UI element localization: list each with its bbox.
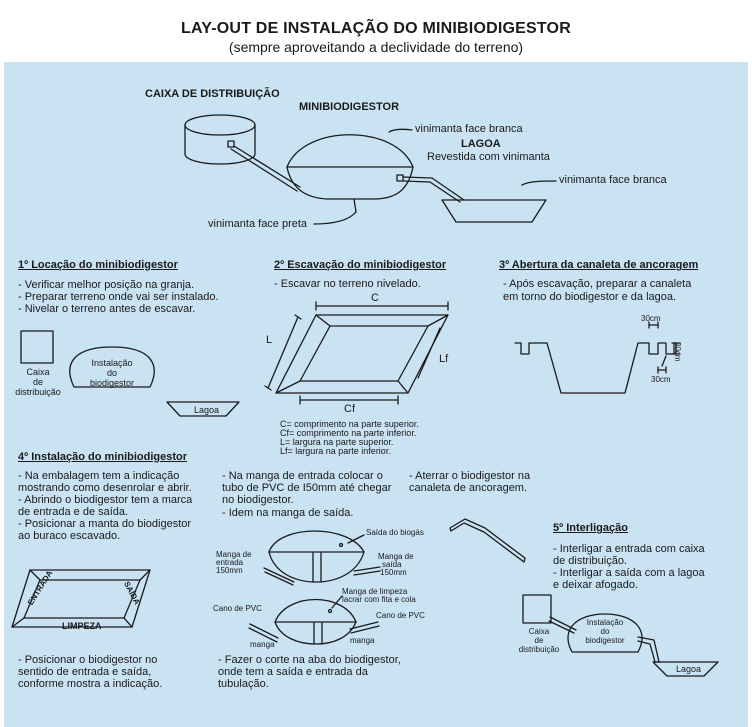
step3-heading: 3º Abertura da canaleta de ancoragem <box>499 259 699 271</box>
sleeve-label-2: manga <box>350 636 375 645</box>
step4-col2-line-2: tubo de PVC de I50mm até chegar <box>222 482 392 494</box>
entrada-mark: ENTRADA <box>26 568 55 607</box>
step1-lagoon-label: Lagoa <box>194 405 220 415</box>
step4-col1-line-4: de entrada e de saída. <box>18 506 129 518</box>
step4-bottom1-line-3: conforme mostra a indicação. <box>18 678 163 690</box>
step1-inst-label-1: Instalação <box>91 358 133 368</box>
step4-col3-line-2: canaleta de ancoragem. <box>409 482 528 494</box>
step4-col1-line-6: ao buraco escavado. <box>18 530 121 542</box>
step1-item-1: - Verificar melhor posição na granja. <box>18 279 195 291</box>
step4-bottom2-line-1: - Fazer o corte na aba do biodigestor, <box>218 654 401 666</box>
step5-box-label-3: distribuição <box>518 645 560 654</box>
step5-heading: 5º Interligação <box>553 522 628 534</box>
step5-lagoon-label: Lagoa <box>676 664 702 674</box>
step4-col2-line-3: no biodigestor. <box>222 494 294 506</box>
step5-inst-label-3: biodigestor <box>585 636 625 645</box>
step5-item-2: de distribuição. <box>553 555 627 567</box>
step3-item-1: - Após escavação, preparar a canaleta <box>503 278 692 290</box>
inlet-sleeve-label-1: Manga de <box>216 550 252 559</box>
saida-mark: SAÍDA <box>122 580 142 607</box>
distribution-box-label: CAIXA DE DISTRIBUIÇÃO <box>145 88 280 100</box>
outlet-sleeve-label-2: saída <box>382 560 402 569</box>
biogas-outlet-label: Saída do biogás <box>366 528 424 537</box>
step5-inst-label-2: do <box>600 627 610 636</box>
step2-heading: 2º Escavação do minibiodigestor <box>274 259 447 271</box>
outlet-sleeve-label-3: 150mm <box>380 568 407 577</box>
step1-box-label-1: Caixa <box>26 367 50 377</box>
channel-section-drawing <box>450 519 525 562</box>
excavation-drawing <box>265 302 448 404</box>
dim-c-label: C <box>371 292 379 304</box>
step1-item-3: - Nivelar o terreno antes de escavar. <box>18 303 196 315</box>
cleaning-sleeve-label-1: Manga de limpeza <box>342 587 408 596</box>
vinyl-white-face-label-1: vinimanta face branca <box>415 123 523 135</box>
step4-col1-line-5: - Posicionar a manta do biodigestor <box>18 518 192 530</box>
dim-l-label: L <box>266 334 273 346</box>
step1-item-2: - Preparar terreno onde vai ser instalado. <box>18 291 219 303</box>
inlet-sleeve-label-3: 150mm <box>216 566 243 575</box>
vinyl-white-face-label-2: vinimanta face branca <box>559 174 667 186</box>
step4-col2-line-1: - Na manga de entrada colocar o <box>222 470 383 482</box>
step5-item-1: - Interligar a entrada com caixa <box>553 543 705 555</box>
dim-legend-1: C= comprimento na parte superior. <box>280 419 419 429</box>
layout-panel <box>4 62 748 727</box>
dim-legend-3: L= largura na parte superior. <box>280 437 394 447</box>
step4-col1-line-2: mostrando como desenrolar e abrir. <box>18 482 192 494</box>
step1-box-label-3: distribuição <box>15 387 61 397</box>
dim-legend-4: Lf= largura na parte inferior. <box>280 446 391 456</box>
step5-box-label-1: Caixa <box>528 627 550 636</box>
pvc-pipe-label-2: Cano de PVC <box>376 611 425 620</box>
pvc-pipe-label-1: Cano de PVC <box>213 604 262 613</box>
lagoon-overview-drawing <box>442 200 546 222</box>
vinyl-black-face-label: vinimanta face preta <box>208 218 308 230</box>
distribution-box-drawing <box>185 115 255 164</box>
channel-gap-label: 30cm <box>651 375 671 384</box>
lagoon-sub-label: Revestida com vinimanta <box>427 151 550 163</box>
step4-heading: 4º Instalação do minibiodigestor <box>18 451 188 463</box>
step1-inst-label-3: biodigestor <box>89 378 135 388</box>
step4-bottom1-line-1: - Posicionar o biodigestor no <box>18 654 158 666</box>
dim-legend-2: Cf= comprimento na parte inferior. <box>280 428 417 438</box>
step1-box-drawing <box>21 331 53 363</box>
step2-item-1: - Escavar no terreno nivelado. <box>274 278 421 290</box>
document-subtitle: (sempre aproveitando a declividade do terreno) <box>228 39 524 55</box>
minibiodigester-label: MINIBIODIGESTOR <box>299 101 400 113</box>
step4-bottom1-line-2: sentido de entrada e saída, <box>18 666 152 678</box>
step1-heading: 1º Locação do minibiodigestor <box>18 259 178 271</box>
step1-inst-label-2: do <box>106 368 117 378</box>
step4-col1-line-3: - Abrindo o biodigestor tem a marca <box>18 494 193 506</box>
step4-col2-line-4: - Idem na manga de saída. <box>222 507 354 519</box>
step5-item-4: e deixar afogado. <box>553 579 639 591</box>
dim-cf-label: Cf <box>344 403 355 415</box>
inlet-sleeve-label-2: entrada <box>216 558 244 567</box>
step5-inst-label-1: Instalação <box>586 618 624 627</box>
limpeza-mark: LIMPEZA <box>62 621 102 631</box>
channel-width-label: 30cm <box>641 314 661 323</box>
step4-bottom2-line-2: onde tem a saída e entrada da <box>218 666 368 678</box>
channel-depth-label: 30cm <box>673 342 682 362</box>
sleeve-label-1: manga <box>250 640 275 649</box>
technical-drawings <box>4 62 748 727</box>
dim-lf-label: Lf <box>439 353 449 365</box>
document-title: LAY-OUT DE INSTALAÇÃO DO MINIBIODIGESTOR <box>181 20 571 37</box>
cleaning-sleeve-label-2: lacrar com fita e cola <box>342 595 416 604</box>
step4-bottom2-line-3: tubulação. <box>218 678 269 690</box>
step4-col3-line-1: - Aterrar o biodigestor na <box>409 470 531 482</box>
step5-box-label-2: de <box>534 636 544 645</box>
outlet-sleeve-label-1: Manga de <box>378 552 414 561</box>
biodigester-overview-drawing <box>287 135 413 212</box>
step5-item-3: - Interligar a saída com a lagoa <box>553 567 705 579</box>
step1-box-label-2: de <box>32 377 43 387</box>
step3-item-2: em torno do biodigestor e da lagoa. <box>503 291 677 303</box>
step4-col1-line-1: - Na embalagem tem a indicação <box>18 470 180 482</box>
biodigester-install-drawing-1 <box>264 531 380 585</box>
lagoon-label: LAGOA <box>461 138 501 150</box>
